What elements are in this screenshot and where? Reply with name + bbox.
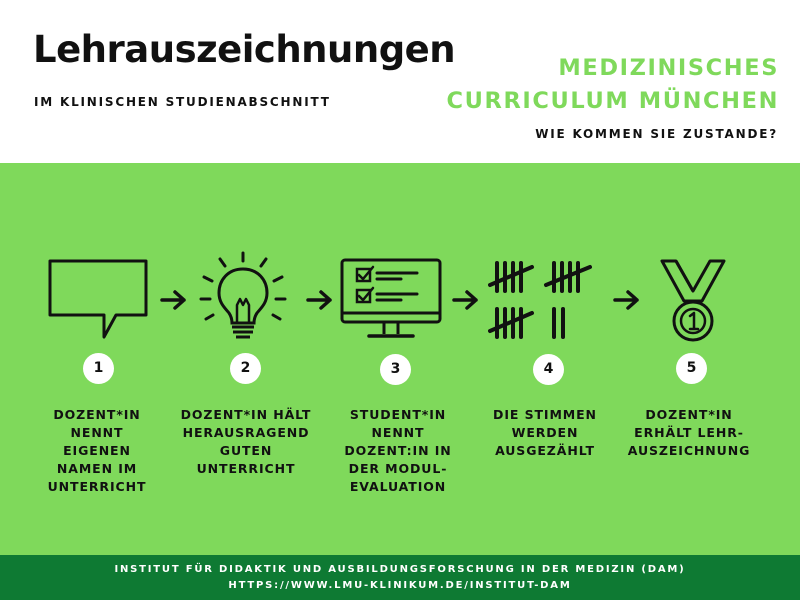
step-1-line: NENNT [70, 425, 124, 440]
step-2-line: HERAUSRAGEND [182, 425, 310, 440]
step-1-line: NAMEN IM [56, 461, 138, 476]
step-4-line: AUSGEZÄHLT [495, 443, 595, 458]
step-2-line: UNTERRICHT [196, 461, 296, 476]
step-5-line: AUSZEICHNUNG [627, 443, 751, 458]
step-1-line: DOZENT*IN [53, 407, 141, 422]
step-description-2 [171, 406, 321, 478]
medal-icon [658, 257, 728, 345]
curriculum-title [359, 52, 779, 118]
step-description-4 [470, 406, 620, 460]
step-1-line: UNTERRICHT [47, 479, 147, 494]
step-3-line: NENNT [371, 425, 425, 440]
arrow-right-icon [306, 289, 334, 311]
arrow-right-icon [613, 289, 641, 311]
page-title: Lehrauszeichnungen [33, 28, 456, 71]
monitor-checklist-icon [339, 257, 443, 341]
step-5-line: ERHÄLT LEHR- [634, 425, 744, 440]
step-2-line: GUTEN [219, 443, 273, 458]
curriculum-title-line-1: MEDIZINISCHES [558, 55, 779, 81]
step-3-line: EVALUATION [349, 479, 447, 494]
step-5-line: DOZENT*IN [645, 407, 733, 422]
process-question: WIE KOMMEN SIE ZUSTANDE? [535, 127, 778, 141]
step-3-line: STUDENT*IN [349, 407, 447, 422]
step-number-3: 3 [380, 354, 411, 385]
step-3-line: DER MODUL- [348, 461, 448, 476]
speech-bubble-icon [46, 257, 152, 343]
step-4-line: DIE STIMMEN [493, 407, 597, 422]
curriculum-title-line-2: CURRICULUM MÜNCHEN [446, 88, 779, 114]
lightbulb-icon [197, 249, 289, 345]
step-4-line: WERDEN [511, 425, 579, 440]
step-number-2: 2 [230, 353, 261, 384]
step-number-1: 1 [83, 353, 114, 384]
arrow-right-icon [452, 289, 480, 311]
step-2-line: DOZENT*IN HÄLT [180, 407, 312, 422]
footer-url-link[interactable]: HTTPS://WWW.LMU-KLINIKUM.DE/INSTITUT-DAM [228, 580, 572, 591]
step-description-1 [22, 406, 172, 496]
step-description-5 [614, 406, 764, 460]
footer [0, 555, 800, 600]
step-1-line: EIGENEN [63, 443, 131, 458]
arrow-right-icon [160, 289, 188, 311]
step-number-4: 4 [533, 354, 564, 385]
tally-marks-icon [488, 257, 596, 345]
page-subtitle: IM KLINISCHEN STUDIENABSCHNITT [34, 95, 331, 109]
footer-institute: INSTITUT FÜR DIDAKTIK UND AUSBILDUNGSFORSCHUNG IN DER MEDIZIN (DAM) [114, 564, 686, 575]
step-number-5: 5 [676, 353, 707, 384]
process-panel [0, 163, 800, 555]
header [0, 0, 800, 163]
step-description-3 [323, 406, 473, 496]
step-3-line: DOZENT:IN IN [344, 443, 452, 458]
